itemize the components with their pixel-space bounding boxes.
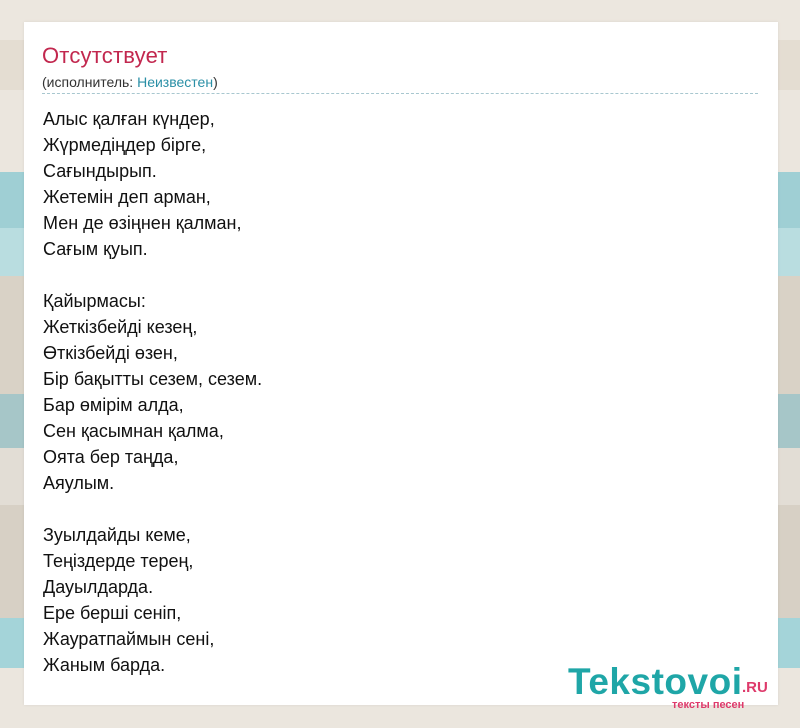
lyric-line: Жаным барда. [43,655,166,675]
lyrics-card [24,22,778,705]
logo-tld: .RU [742,679,768,696]
artist-line [42,74,218,90]
lyric-line: Сен қасымнан қалма, [43,421,224,441]
lyric-line [43,262,262,288]
title-divider [42,93,758,94]
lyric-line: Жауратпаймын сені, [43,629,215,649]
lyric-line: Теңіздерде терең, [43,551,194,571]
site-logo[interactable] [568,660,788,720]
lyrics-text [43,106,262,678]
lyric-line: Жеткізбейді кезең, [43,317,198,337]
lyric-line: Зуылдайды кеме, [43,525,191,545]
lyric-line: Алыс қалған күндер, [43,109,215,129]
lyric-line [43,496,262,522]
lyric-line: Бір бақытты сезем, сезем. [43,369,263,389]
artist-link[interactable]: Неизвестен [137,74,214,90]
lyric-line: Сағым қуып. [43,239,148,259]
lyric-line: Мен де өзіңнен қалман, [43,213,242,233]
lyric-line: Қайырмасы: [43,291,146,311]
logo-tagline: тексты песен [672,699,745,711]
lyric-line: Сағындырып. [43,161,157,181]
lyric-line: Өткізбейді өзен, [43,343,178,363]
artist-prefix: (исполнитель: [42,74,138,90]
lyric-line: Жетемін деп арман, [43,187,211,207]
artist-suffix: ) [213,74,218,90]
lyric-line: Аяулым. [43,473,115,493]
lyric-line: Ере берші сеніп, [43,603,182,623]
lyric-line: Жүрмедіңдер бірге, [43,135,207,155]
lyric-line: Оята бер таңда, [43,447,179,467]
lyric-line: Дауылдарда. [43,577,154,597]
logo-wordmark: Tekstovoi [568,661,743,702]
song-title: Отсутствует [42,43,168,68]
lyric-line: Бар өмірім алда, [43,395,184,415]
